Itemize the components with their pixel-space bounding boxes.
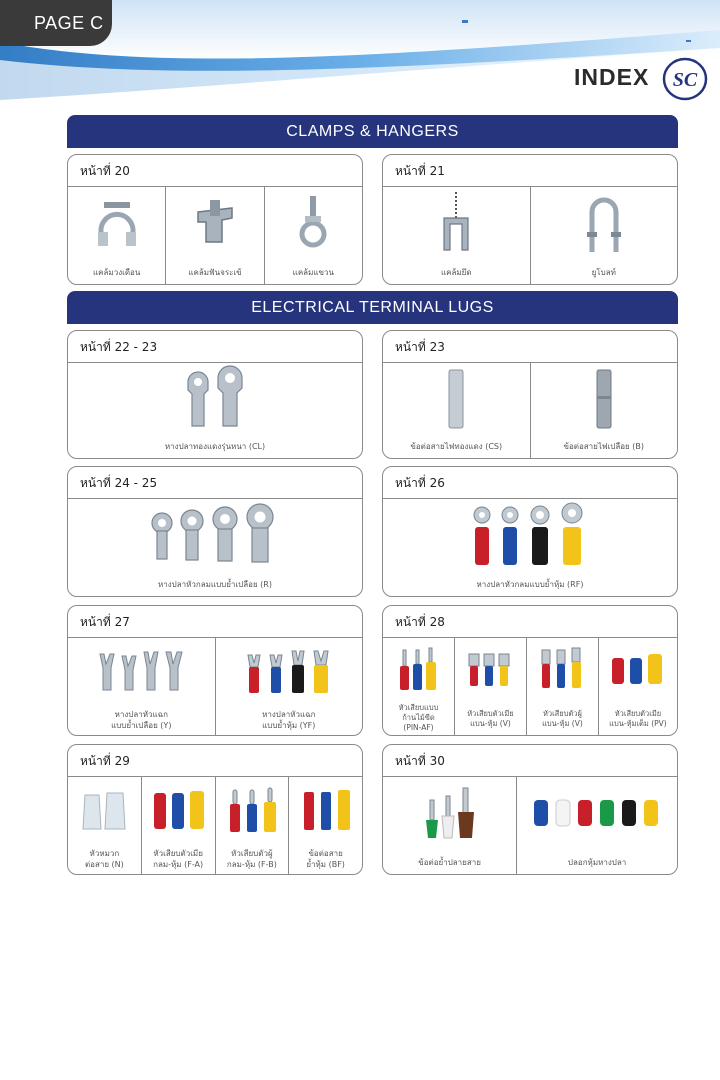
- product-caption: [291, 848, 360, 870]
- cord-end-ferrule-image: [422, 786, 478, 842]
- female-round-insulated-image: [148, 789, 208, 833]
- product-cell: [141, 777, 215, 874]
- caption-line-1: หัวเสียบตัวเมีย: [467, 709, 514, 718]
- copper-lug-image: [180, 368, 250, 430]
- bare-butt-connector-image: [594, 368, 614, 430]
- product-cell: [68, 638, 215, 735]
- panel-page-20: [67, 154, 363, 285]
- product-cell: [215, 777, 289, 874]
- caption-line-2: แบน-หุ้ม (V): [470, 719, 511, 728]
- panel-page-26: [382, 466, 678, 597]
- caption-line-2: ต่อสาย (N): [84, 860, 124, 869]
- product-caption: [529, 709, 596, 729]
- product-caption: [218, 709, 361, 731]
- caption-line-2: แบน-หุ้ม (V): [542, 719, 583, 728]
- caption-line-3: (PIN-AF): [403, 723, 434, 732]
- page-label: PAGE C: [0, 0, 112, 46]
- twist-on-wire-connector-image: [79, 789, 129, 833]
- caption-line-1: หัวเสียบแบบ: [398, 703, 439, 712]
- circle-clamp-image: [94, 196, 140, 252]
- u-bolt-image: [584, 192, 624, 256]
- panel-title: หน้าที่ 26: [383, 467, 677, 499]
- copper-sleeve-image: [446, 368, 466, 430]
- product-caption: แคล้มวงเดือน: [93, 268, 141, 277]
- product-cell: [598, 638, 677, 735]
- product-caption: [601, 709, 675, 729]
- female-fully-insulated-image: [608, 650, 668, 690]
- caption-line-1: หัวเสียบตัวผู้: [231, 849, 273, 858]
- product-cell: [383, 777, 516, 874]
- caption-line-2: แบบย้ำหุ้ม (YF): [262, 721, 316, 730]
- product-caption: แคล้มแขวน: [292, 268, 334, 277]
- terminal-insulation-sleeve-image: [532, 794, 662, 834]
- panel-page-30: [382, 744, 678, 875]
- panel-title: หน้าที่ 28: [383, 606, 677, 638]
- caption-line-1: หัวเสียบตัวผู้: [542, 709, 582, 718]
- insulated-butt-connector-image: [298, 788, 354, 834]
- product-cell: [215, 638, 363, 735]
- product-caption: หางปลาหัวกลมแบบย้ำเปลือย (R): [158, 580, 272, 589]
- female-flat-insulated-image: [465, 650, 515, 690]
- product-caption: หางปลาหัวกลมแบบย้ำหุ้ม (RF): [476, 580, 584, 589]
- caption-line-1: หางปลาหัวแฉก: [114, 710, 168, 719]
- product-cell: [68, 777, 141, 874]
- product-caption: ข้อต่อย้ำปลายสาย: [418, 858, 481, 867]
- caption-line-1: ข้อต่อสาย: [308, 849, 343, 858]
- product-caption: แคล้มฟันจระเข้: [188, 268, 242, 277]
- section-bar-clamps: CLAMPS & HANGERS: [67, 115, 678, 148]
- male-flat-insulated-image: [537, 648, 587, 692]
- product-cell: [530, 363, 678, 458]
- caption-line-1: หางปลาหัวแฉก: [262, 710, 316, 719]
- index-title: INDEX: [574, 64, 650, 90]
- panel-title: หน้าที่ 22 - 23: [68, 331, 362, 363]
- panel-title: หน้าที่ 29: [68, 745, 362, 777]
- product-caption: [457, 709, 524, 729]
- hanger-clamp-image: [293, 194, 333, 254]
- product-caption: แคล้มยึด: [440, 268, 472, 277]
- product-cell: [530, 187, 678, 284]
- panel-page-24-25: [67, 466, 363, 597]
- section-bar-terminal-lugs: ELECTRICAL TERMINAL LUGS: [67, 291, 678, 324]
- caption-line-2: ย้ำหุ้ม (BF): [306, 860, 345, 869]
- fork-terminal-insulated-image: [244, 649, 334, 695]
- beam-clamp-image: [192, 196, 238, 252]
- product-caption: [144, 848, 213, 870]
- panel-page-28: [382, 605, 678, 736]
- product-cell: [68, 499, 362, 596]
- caption-line-2: กลม-หุ้ม (F-B): [226, 860, 277, 869]
- sc-logo: [662, 57, 708, 101]
- panel-title: หน้าที่ 21: [383, 155, 677, 187]
- product-cell: [383, 187, 530, 284]
- product-cell: [383, 638, 454, 735]
- product-caption: หางปลาทองแดงรุ่นหนา (CL): [164, 442, 266, 451]
- fork-terminal-bare-image: [96, 650, 186, 694]
- product-caption: [70, 709, 213, 731]
- male-round-insulated-image: [224, 788, 280, 834]
- product-cell: [68, 363, 362, 458]
- caption-line-1: หัวเสียบตัวเมีย: [153, 849, 203, 858]
- panel-title: หน้าที่ 30: [383, 745, 677, 777]
- product-caption: [385, 703, 452, 733]
- product-cell: [454, 638, 526, 735]
- panel-title: หน้าที่ 23: [383, 331, 677, 363]
- product-caption: ข้อต่อสายไฟทองแดง (CS): [410, 442, 503, 451]
- product-caption: [70, 848, 139, 870]
- pin-terminal-image: [396, 648, 440, 692]
- product-cell: [516, 777, 677, 874]
- logo-text: SC: [672, 69, 698, 91]
- panel-page-21: [382, 154, 678, 285]
- ring-terminal-insulated-image: [470, 505, 590, 567]
- product-cell: [526, 638, 598, 735]
- panel-page-27: [67, 605, 363, 736]
- caption-line-1: หัวหมวก: [89, 849, 120, 858]
- caption-line-1: หัวเสียบตัวเมีย: [614, 709, 662, 718]
- product-caption: [218, 848, 287, 870]
- product-caption: ข้อต่อสายไฟเปลือย (B): [563, 442, 644, 451]
- product-caption: ปลอกหุ้มหางปลา: [567, 858, 627, 867]
- panel-title: หน้าที่ 20: [68, 155, 362, 187]
- panel-title: หน้าที่ 27: [68, 606, 362, 638]
- panel-page-29: [67, 744, 363, 875]
- fastening-clamp-image: [436, 192, 476, 256]
- caption-line-2: ก้านไม้ขีด: [402, 713, 435, 722]
- panel-title: หน้าที่ 24 - 25: [68, 467, 362, 499]
- caption-line-2: แบน-หุ้มเต็ม (PV): [609, 719, 667, 728]
- product-cell: [383, 499, 677, 596]
- caption-line-2: แบบย้ำเปลือย (Y): [111, 721, 172, 730]
- product-cell: [288, 777, 362, 874]
- panel-page-23: [382, 330, 678, 459]
- panel-page-22-23: [67, 330, 363, 459]
- product-cell: [165, 187, 263, 284]
- product-caption: ยูโบลท์: [591, 268, 616, 277]
- caption-line-2: กลม-หุ้ม (F-A): [153, 860, 204, 869]
- ring-terminal-bare-image: [150, 505, 280, 567]
- product-cell: [383, 363, 530, 458]
- product-cell: [264, 187, 362, 284]
- product-cell: [68, 187, 165, 284]
